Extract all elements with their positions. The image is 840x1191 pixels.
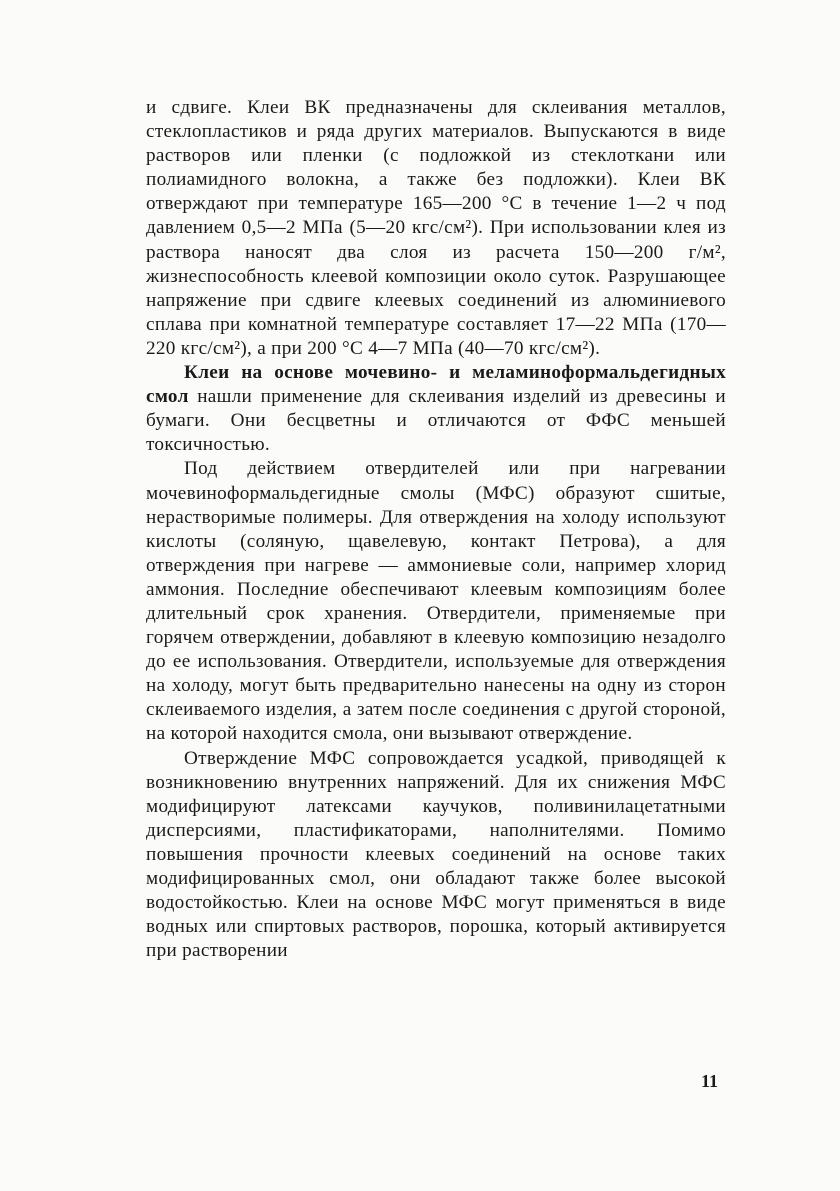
paragraph-3-text: Под действием отвердителей или при нагревании мочевиноформальдегидные смолы (МФС) образуют сшитые, нерастворимые полимеры. Для отверждения на холоду используют кислоты (соляную, щавелевую, контакт Петрова), а для отверждения при нагреве — аммониевые соли, например хлорид аммония. Последние обеспечивают клеевым композициям более длительный срок хранения. Отвердители, применяемые при горячем отверждении, добавляют в клеевую композицию незадолго до ее использования. Отвердители, используемые для отверждения на холоду, могут быть предварительно нанесены на одну из сторон склеиваемого изделия, а затем после соединения с другой стороной, на которой находится смола, они вызывают отверждение. xyxy=(146,458,726,745)
paragraph-2 xyxy=(146,361,726,457)
body-text xyxy=(146,96,726,963)
paragraph-2-text: нашли применение для склеивания изделий из древесины и бумаги. Они бесцветны и отличаются от ФФС меньшей токсичностью. xyxy=(146,386,726,456)
paragraph-2-heading: Клеи на основе мочевино- и меламиноформальдегидных смол xyxy=(146,362,726,408)
paragraph-1 xyxy=(146,96,726,361)
paragraph-1-text: и сдвиге. Клеи ВК предназначены для склеивания металлов, стеклопластиков и ряда других материалов. Выпускаются в виде растворов или пленки (с подложкой из стеклоткани или полиамидного волокна, а также без подложки). Клеи ВК отверждают при температуре 165—200 °С в течение 1—2 ч под давлением 0,5—2 МПа (5—20 кгс/см²). При использовании клея из раствора наносят два слоя из расчета 150—200 г/м², жизнеспособность клеевой композиции около суток. Разрушающее напряжение при сдвиге клеевых соединений из алюминиевого сплава при комнатной температуре составляет 17—22 МПа (170—220 кгс/см²), а при 200 °С 4—7 МПа (40—70 кгс/см²). xyxy=(146,97,726,359)
paragraph-4 xyxy=(146,747,726,964)
page-number: 11 xyxy=(700,1071,718,1091)
paragraph-4-text: Отверждение МФС сопровождается усадкой, приводящей к возникновению внутренних напряжений. Для их снижения МФС модифицируют латексами каучуков, поливинилацетатными дисперсиями, пластификаторами, наполнителями. Помимо повышения прочности клеевых соединений на основе таких модифицированных смол, они обладают также более высокой водостойкостью. Клеи на основе МФС могут применяться в виде водных или спиртовых растворов, порошка, который активируется при растворении xyxy=(146,747,726,962)
paragraph-3 xyxy=(146,457,726,746)
